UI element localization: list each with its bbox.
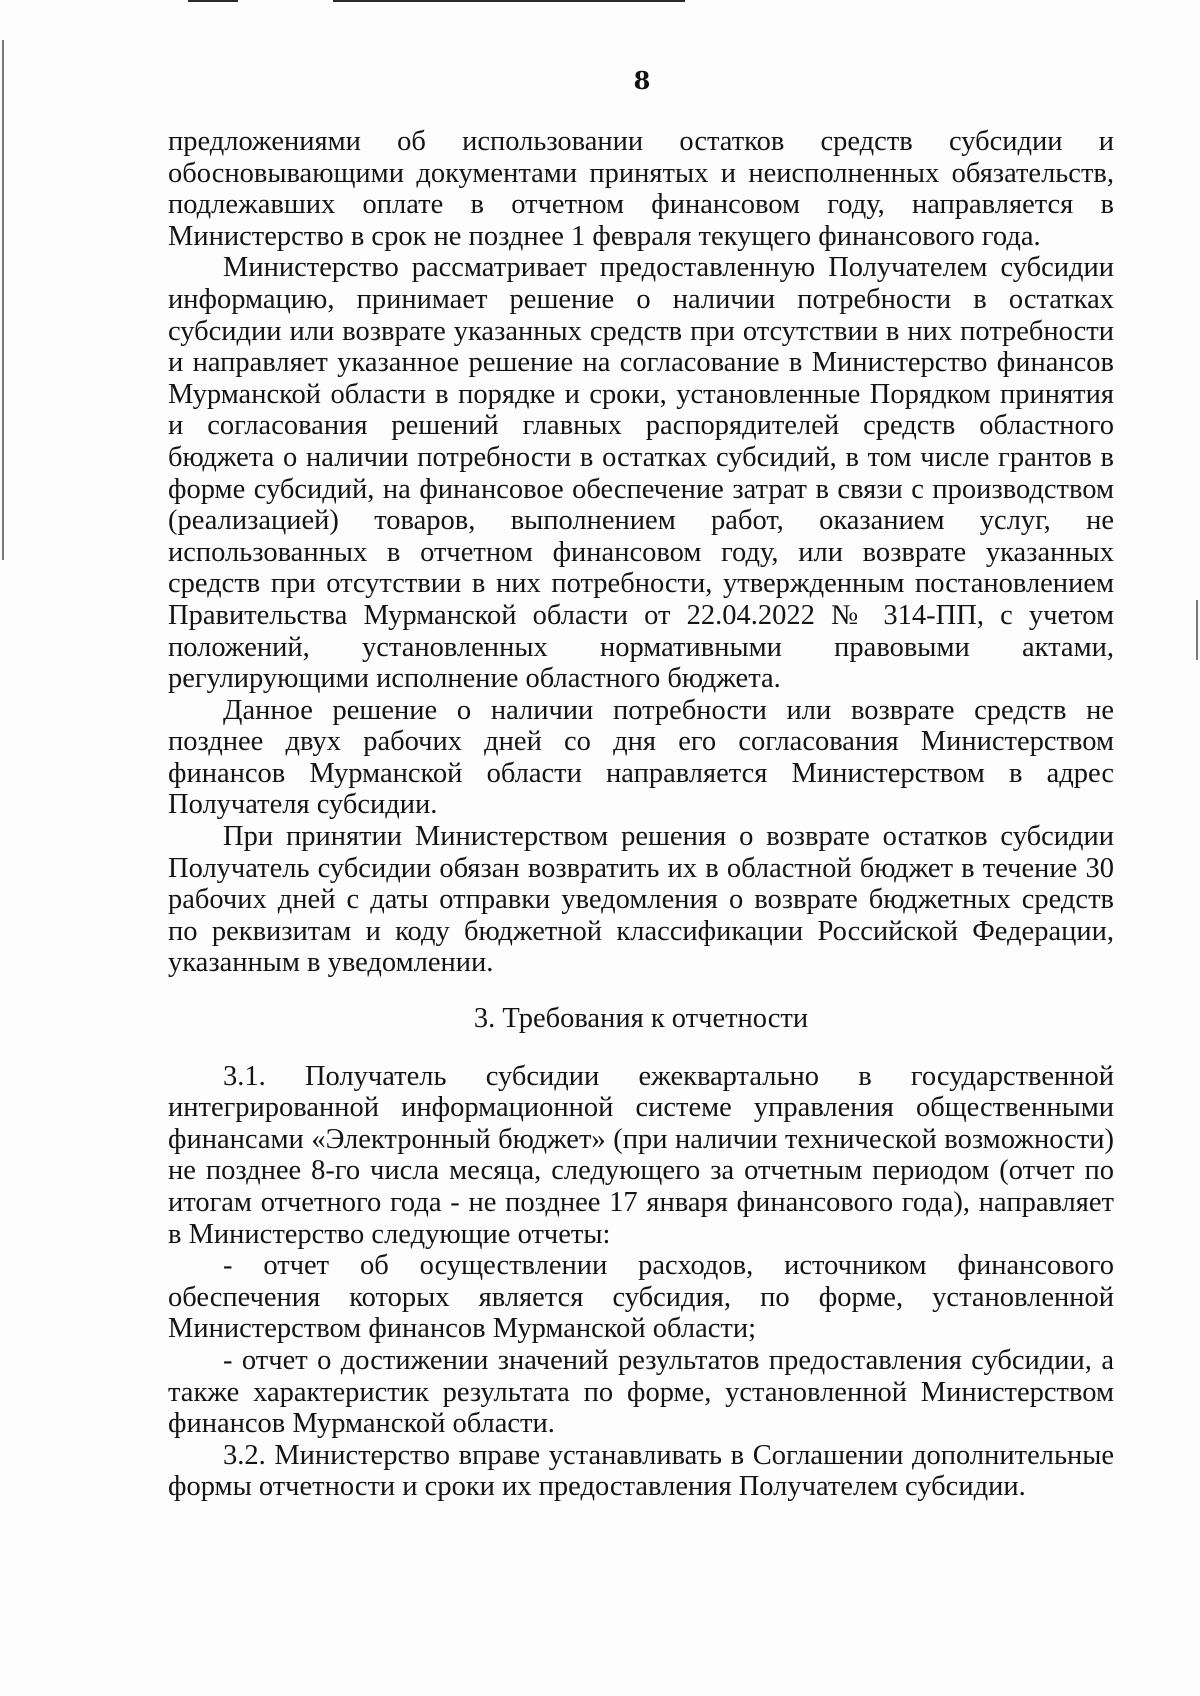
body-paragraph: предложениями об использовании остатков средств субсидии и обосновывающими документами принятых и неисполненных обязательств, подлежавших оплате в отчетном финансовом году, направляется в Министерство в срок не позднее 1 февраля текущего финансового года. [168, 126, 1114, 252]
scan-left-edge-mark [2, 40, 4, 560]
paragraphs-before-section [168, 126, 1114, 979]
paragraphs-after-section [168, 1061, 1114, 1503]
body-paragraph: При принятии Министерством решения о возврате остатков субсидии Получатель субсидии обязан возвратить их в областной бюджет в течение 30 рабочих дней с даты отправки уведомления о возврате бюджетных средств по реквизитам и коду бюджетной классификации Российской Федерации, указанным в уведомлении. [168, 821, 1114, 979]
section-heading: 3. Требования к отчетности [473, 1003, 809, 1035]
body-paragraph: Министерство рассматривает предоставленную Получателем субсидии информацию, принимает решение о наличии потребности в остатках субсидии или возврате указанных средств при отсутствии в них потребности и направляет указанное решение на согласование в Министерство финансов Мурманской области в порядке и сроки, установленные Порядком принятия и согласования решений главных распорядителей средств областного бюджета о наличии потребности в остатках субсидий, в том числе грантов в форме субсидий, на финансовое обеспечение затрат в связи с производством (реализацией) товаров, выполнением работ, оказанием услуг, не использованных в отчетном финансовом году, или возврате указанных средств при отсутствии в них потребности, утвержденным постановлением Правительства Мурманской области от 22.04.2022 № 314-ПП, с учетом положений, установленных нормативными правовыми актами, регулирующими исполнение областного бюджета. [168, 252, 1114, 695]
body-paragraph: 3.2. Министерство вправе устанавливать в Соглашении дополнительные формы отчетности и сроки их предоставления Получателем субсидии. [168, 1439, 1114, 1503]
scan-top-rule-right [333, 0, 685, 2]
page-number: 8 [633, 66, 651, 95]
body-paragraph: 3.1. Получатель субсидии ежеквартально в государственной интегрированной информационной системе управления общественными финансами «Электронный бюджет» (при наличии технической возможности) не позднее 8-го числа месяца, следующего за отчетным периодом (отчет по итогам отчетного года - не позднее 17 января финансового года), направляет в Министерство следующие отчеты: [168, 1060, 1114, 1250]
scan-right-edge-mark [1196, 600, 1198, 660]
body-paragraph: Данное решение о наличии потребности или возврате средств не позднее двух рабочих дней со дня его согласования Министерством финансов Мурманской области направляется Министерством в адрес Получателя субсидии. [168, 694, 1114, 821]
document-body [168, 126, 1114, 1503]
body-paragraph: - отчет о достижении значений результатов предоставления субсидии, а также характеристик результата по форме, установленной Министерством финансов Мурманской области. [168, 1344, 1114, 1440]
body-paragraph: - отчет об осуществлении расходов, источником финансового обеспечения которых является субсидия, по форме, установленной Министерством финансов Мурманской области; [168, 1250, 1114, 1345]
scan-top-rule-left [188, 0, 238, 2]
